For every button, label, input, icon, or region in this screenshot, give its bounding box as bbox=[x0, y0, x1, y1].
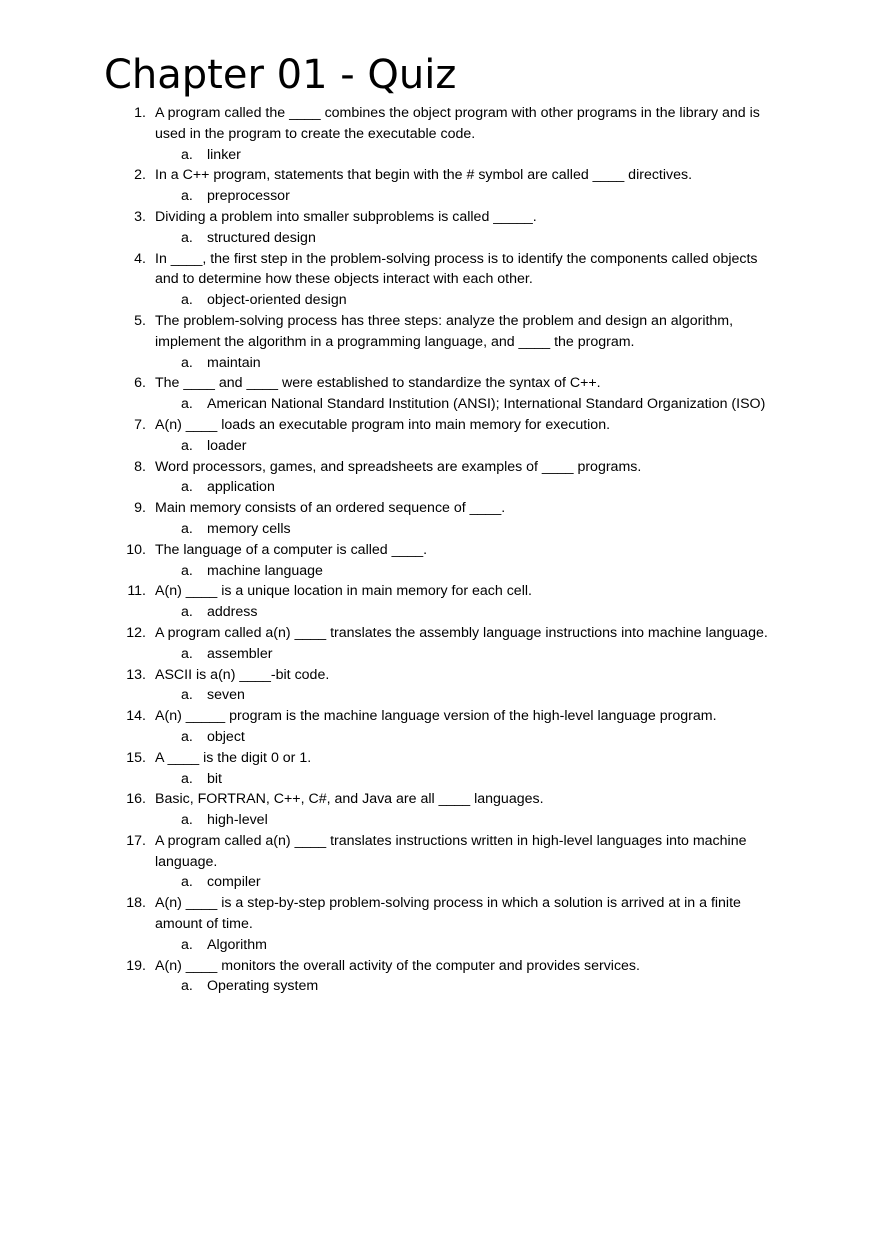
question-item bbox=[0, 498, 880, 540]
question-text: A(n) ____ monitors the overall activity of the computer and provides services. bbox=[155, 957, 640, 974]
question-text: A ____ is the digit 0 or 1. bbox=[155, 749, 312, 766]
answer-letter: a. bbox=[181, 978, 193, 995]
answer-text: maintain bbox=[207, 354, 261, 371]
question-number: 6. bbox=[134, 375, 146, 392]
question-text: A program called a(n) ____ translates instructions written in high-level languages into machine language. bbox=[155, 832, 747, 870]
question-number: 7. bbox=[134, 416, 146, 433]
question-item bbox=[0, 373, 880, 415]
question-item bbox=[0, 665, 880, 707]
question-item bbox=[0, 789, 880, 831]
question-text: ASCII is a(n) ____-bit code. bbox=[155, 666, 330, 683]
answer-letter: a. bbox=[181, 874, 193, 891]
question-item bbox=[0, 415, 880, 457]
answer-letter: a. bbox=[181, 645, 193, 662]
question-text: A(n) ____ is a unique location in main memory for each cell. bbox=[155, 583, 532, 600]
answer-letter: a. bbox=[181, 437, 193, 454]
question-item bbox=[0, 249, 880, 311]
answer-text: Algorithm bbox=[207, 936, 267, 953]
answer-letter: a. bbox=[181, 354, 193, 371]
answer-letter: a. bbox=[181, 292, 193, 309]
answer-letter: a. bbox=[181, 812, 193, 829]
answer-text: object-oriented design bbox=[207, 292, 347, 309]
question-number: 2. bbox=[134, 167, 146, 184]
question-text: A(n) ____ is a step-by-step problem-solving process in which a solution is arrived at in a finite amount of time. bbox=[155, 895, 741, 933]
question-number: 15. bbox=[126, 749, 146, 766]
question-text: Dividing a problem into smaller subproblems is called _____. bbox=[155, 208, 537, 225]
question-item bbox=[0, 956, 880, 998]
question-number: 12. bbox=[126, 624, 146, 641]
question-number: 1. bbox=[134, 105, 146, 121]
answer-letter: a. bbox=[181, 604, 193, 621]
question-item bbox=[0, 831, 880, 893]
question-text: The language of a computer is called ____. bbox=[155, 541, 428, 558]
question-number: 3. bbox=[134, 208, 146, 225]
question-text: The ____ and ____ were established to standardize the syntax of C++. bbox=[155, 375, 601, 392]
answer-text: assembler bbox=[207, 645, 273, 662]
question-text: A program called a(n) ____ translates the assembly language instructions into machine language. bbox=[155, 624, 768, 641]
page-title: Chapter 01 - Quiz bbox=[104, 52, 457, 98]
question-number: 4. bbox=[134, 250, 146, 267]
answer-letter: a. bbox=[181, 188, 193, 205]
answer-text: seven bbox=[207, 687, 245, 704]
question-number: 11. bbox=[127, 583, 146, 600]
question-number: 5. bbox=[134, 312, 146, 329]
answer-text: application bbox=[207, 479, 275, 496]
question-number: 8. bbox=[134, 458, 146, 475]
question-text: Main memory consists of an ordered sequence of ____. bbox=[155, 500, 506, 517]
answer-letter: a. bbox=[181, 936, 193, 953]
question-item bbox=[0, 748, 880, 790]
question-item bbox=[0, 311, 880, 373]
question-text: In ____, the first step in the problem-solving process is to identify the components called objects and to determine how these objects interact with each other. bbox=[155, 250, 758, 288]
answer-letter: a. bbox=[181, 229, 193, 246]
answer-letter: a. bbox=[181, 770, 193, 787]
answer-letter: a. bbox=[181, 146, 193, 163]
answer-text: preprocessor bbox=[207, 188, 290, 205]
question-number: 18. bbox=[126, 895, 146, 912]
question-item bbox=[0, 540, 880, 582]
answer-letter: a. bbox=[181, 396, 193, 413]
question-text: In a C++ program, statements that begin with the # symbol are called ____ directives. bbox=[155, 167, 693, 184]
answer-text: memory cells bbox=[207, 520, 291, 537]
answer-letter: a. bbox=[181, 479, 193, 496]
question-item bbox=[0, 623, 880, 665]
answer-text: address bbox=[207, 604, 258, 621]
answer-text: high-level bbox=[207, 812, 268, 829]
question-number: 14. bbox=[126, 708, 146, 725]
question-number: 13. bbox=[126, 666, 146, 683]
answer-letter: a. bbox=[181, 562, 193, 579]
question-item bbox=[0, 893, 880, 955]
answer-text: American National Standard Institution (ANSI); International Standard Organization (ISO) bbox=[207, 396, 766, 413]
answer-text: loader bbox=[207, 437, 247, 454]
question-text: A(n) ____ loads an executable program into main memory for execution. bbox=[155, 416, 611, 433]
question-item bbox=[0, 207, 880, 249]
question-text: Word processors, games, and spreadsheets are examples of ____ programs. bbox=[155, 458, 642, 475]
question-item bbox=[0, 165, 880, 207]
answer-text: compiler bbox=[207, 874, 261, 891]
question-list bbox=[0, 103, 880, 997]
question-item bbox=[0, 103, 880, 165]
answer-text: object bbox=[207, 728, 245, 745]
answer-letter: a. bbox=[181, 687, 193, 704]
answer-letter: a. bbox=[181, 728, 193, 745]
question-text: The problem-solving process has three steps: analyze the problem and design an algorithm, implement the algorithm in a programming language, and ____ the program. bbox=[155, 312, 734, 350]
answer-text: machine language bbox=[207, 562, 323, 579]
answer-text: bit bbox=[207, 770, 222, 787]
question-number: 19. bbox=[126, 957, 146, 974]
answer-text: structured design bbox=[207, 229, 316, 246]
question-number: 9. bbox=[134, 500, 146, 517]
question-text: A(n) _____ program is the machine language version of the high-level language program. bbox=[155, 708, 717, 725]
question-number: 16. bbox=[126, 791, 146, 808]
question-text: Basic, FORTRAN, C++, C#, and Java are all ____ languages. bbox=[155, 791, 544, 808]
question-text: A program called the ____ combines the object program with other programs in the library and is used in the program to create the executable code. bbox=[155, 105, 760, 142]
answer-text: linker bbox=[207, 146, 241, 163]
answer-letter: a. bbox=[181, 520, 193, 537]
question-item bbox=[0, 581, 880, 623]
question-item bbox=[0, 706, 880, 748]
answer-text: Operating system bbox=[207, 978, 319, 995]
question-item bbox=[0, 457, 880, 499]
question-number: 17. bbox=[126, 832, 146, 849]
question-number: 10. bbox=[126, 541, 146, 558]
